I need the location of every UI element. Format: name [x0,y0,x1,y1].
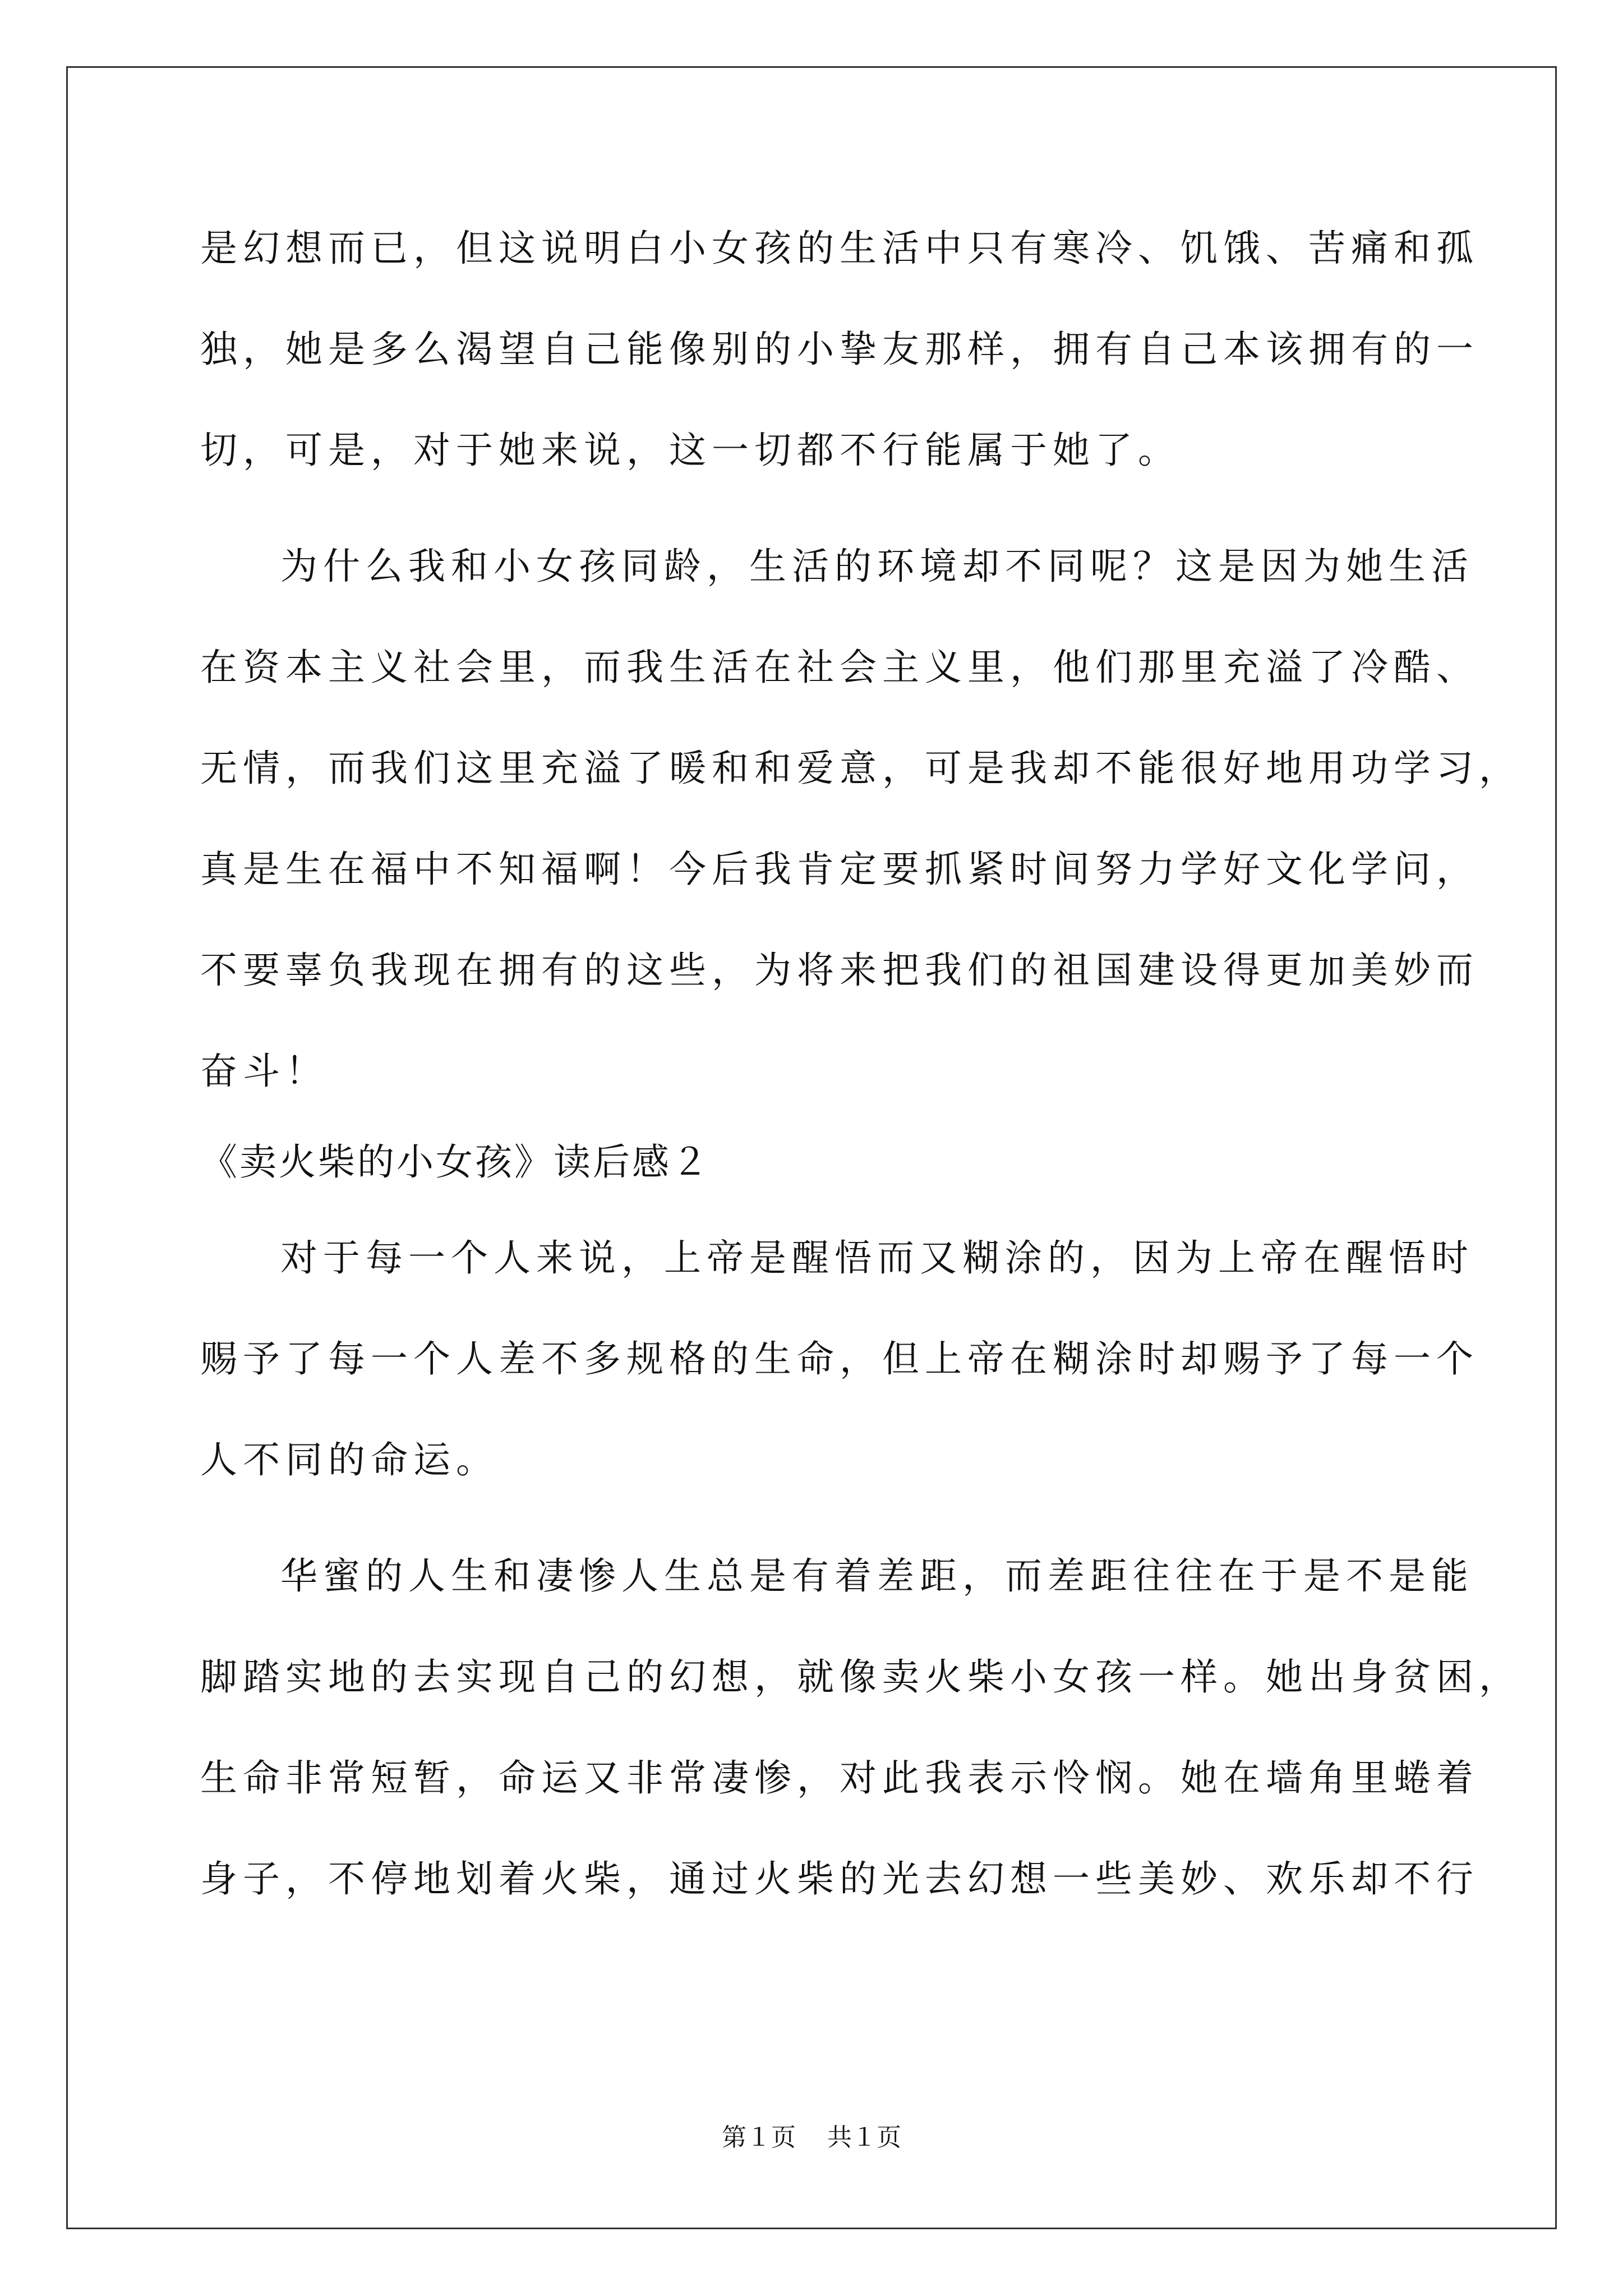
text-line-15: 脚踏实地的去实现自己的幻想，就像卖火柴小女孩一样。她出身贫困， [200,1655,1521,1699]
text-line-4: 为什么我和小女孩同龄，生活的环境却不同呢？这是因为她生活 [280,545,1474,588]
text-line-17: 身子，不停地划着火柴，通过火柴的光去幻想一些美妙、欢乐却不行 [200,1857,1479,1901]
text-line-9: 奋斗！ [200,1050,328,1093]
text-line-14: 华蜜的人生和凄惨人生总是有着差距，而差距往往在于是不是能 [280,1554,1474,1598]
text-line-5: 在资本主义社会里，而我生活在社会主义里，他们那里充溢了冷酷、 [200,646,1479,689]
text-line-11: 对于每一个人来说，上帝是醒悟而又糊涂的，因为上帝在醒悟时 [280,1236,1474,1280]
page-footer [0,2122,1623,2154]
section-heading: 《卖火柴的小女孩》读后感２ [200,1140,711,1184]
text-line-12: 赐予了每一个人差不多规格的生命，但上帝在糊涂时却赐予了每一个 [200,1337,1479,1381]
text-line-13: 人不同的命运。 [200,1438,499,1481]
page-total: 共１页 [827,2123,901,2152]
text-line-2: 独，她是多么渴望自己能像别的小挚友那样，拥有自己本该拥有的一 [200,328,1479,371]
text-line-3: 切，可是，对于她来说，这一切都不行能属于她了。 [200,429,1181,472]
page-number: 第１页 [722,2123,796,2152]
text-line-1: 是幻想而已，但这说明白小女孩的生活中只有寒冷、饥饿、苦痛和孤 [200,227,1479,270]
text-line-16: 生命非常短暂，命运又非常凄惨，对此我表示怜悯。她在墙角里蜷着 [200,1756,1479,1800]
text-line-6: 无情，而我们这里充溢了暖和和爱意，可是我却不能很好地用功学习， [200,747,1521,790]
text-line-7: 真是生在福中不知福啊！今后我肯定要抓紧时间努力学好文化学问， [200,848,1479,891]
text-line-8: 不要辜负我现在拥有的这些，为将来把我们的祖国建设得更加美妙而 [200,949,1479,992]
